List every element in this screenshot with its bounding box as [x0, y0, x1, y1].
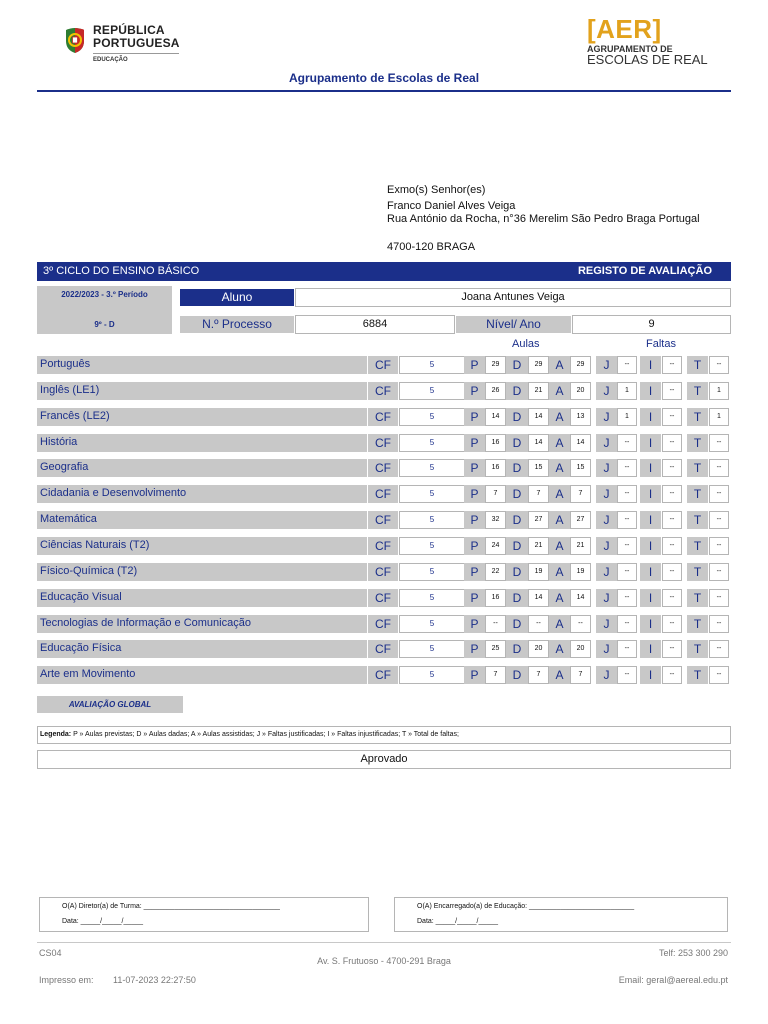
j-column-label: J [596, 434, 617, 452]
global-evaluation-label: AVALIAÇÃO GLOBAL [37, 696, 183, 713]
d-column-label: D [506, 408, 528, 426]
i-value: -- [662, 666, 682, 684]
address-salutation: Exmo(s) Senhor(es) [387, 184, 486, 196]
student-name-value: Joana Antunes Veiga [295, 288, 731, 307]
a-value: 15 [570, 459, 591, 477]
j-column-label: J [596, 537, 617, 555]
cf-column-label: CF [368, 589, 398, 607]
d-column-label: D [506, 485, 528, 503]
t-value: -- [709, 666, 729, 684]
t-column-label: T [687, 485, 708, 503]
p-value: -- [485, 615, 506, 633]
d-column-label: D [506, 537, 528, 555]
cf-value: 5 [399, 485, 465, 503]
p-value: 14 [485, 408, 506, 426]
level-label: Nível/ Ano [456, 316, 571, 333]
subject-row [37, 615, 731, 633]
a-value: 13 [570, 408, 591, 426]
p-value: 16 [485, 589, 506, 607]
subject-row [37, 640, 731, 658]
a-value: 21 [570, 537, 591, 555]
cf-value: 5 [399, 408, 465, 426]
subject-row [37, 434, 731, 452]
printed-label: Impresso em: [39, 975, 94, 985]
i-value: -- [662, 615, 682, 633]
address-street: Rua António da Rocha, n°36 Merelim São Pedro Braga Portugal [387, 213, 700, 225]
p-column-label: P [464, 382, 485, 400]
p-value: 24 [485, 537, 506, 555]
guardian-signature-box [394, 897, 728, 932]
p-value: 16 [485, 434, 506, 452]
d-column-label: D [506, 640, 528, 658]
a-value: 19 [570, 563, 591, 581]
t-column-label: T [687, 434, 708, 452]
printed-value: 11-07-2023 22:27:50 [113, 975, 196, 985]
i-value: -- [662, 434, 682, 452]
report-label: REGISTO DE AVALIAÇÃO [577, 265, 712, 277]
cf-value: 5 [399, 537, 465, 555]
j-column-label: J [596, 615, 617, 633]
subject-name: Francês (LE2) [37, 408, 367, 426]
d-column-label: D [506, 356, 528, 374]
subject-row [37, 459, 731, 477]
j-column-label: J [596, 408, 617, 426]
t-column-label: T [687, 640, 708, 658]
j-column-label: J [596, 511, 617, 529]
cf-column-label: CF [368, 356, 398, 374]
j-column-label: J [596, 485, 617, 503]
subject-row [37, 511, 731, 529]
footer-email: Email: geral@aereal.edu.pt [618, 975, 728, 985]
j-value: 1 [617, 408, 637, 426]
i-column-label: I [640, 615, 661, 633]
i-value: -- [662, 640, 682, 658]
result-value: Aprovado [37, 750, 731, 769]
cf-value: 5 [399, 382, 465, 400]
report-title-bar [37, 262, 731, 281]
i-column-label: I [640, 511, 661, 529]
director-signature-box [39, 897, 369, 932]
a-value: 7 [570, 666, 591, 684]
a-column-label: A [549, 485, 570, 503]
cf-value: 5 [399, 640, 465, 658]
cf-value: 5 [399, 511, 465, 529]
footer-code: CS04 [39, 948, 62, 958]
guardian-date: Data: _____/_____/_____ [417, 918, 498, 925]
a-column-label: A [549, 640, 570, 658]
a-value: 14 [570, 589, 591, 607]
j-value: 1 [617, 382, 637, 400]
subject-name: Físico-Química (T2) [37, 563, 367, 581]
i-column-label: I [640, 356, 661, 374]
i-column-label: I [640, 563, 661, 581]
footer-divider [37, 942, 731, 943]
guardian-signature: O(A) Encarregado(a) de Educação: ___________________________ [417, 903, 635, 910]
subject-name: Tecnologias de Informação e Comunicação [37, 615, 367, 633]
subject-name: Geografia [37, 459, 367, 477]
j-value: -- [617, 511, 637, 529]
cf-value: 5 [399, 589, 465, 607]
subject-row [37, 666, 731, 684]
i-value: -- [662, 563, 682, 581]
legend-text: P » Aulas previstas; D » Aulas dadas; A » Aulas assistidas; J » Faltas justificadas; I » Faltas injustificadas; T » Total de faltas; [71, 731, 459, 738]
a-value: 29 [570, 356, 591, 374]
j-column-label: J [596, 666, 617, 684]
cycle-label: 3º CICLO DO ENSINO BÁSICO [43, 265, 200, 277]
a-column-label: A [549, 434, 570, 452]
i-column-label: I [640, 459, 661, 477]
d-value: 14 [528, 408, 549, 426]
t-value: -- [709, 434, 729, 452]
a-value: -- [570, 615, 591, 633]
t-value: -- [709, 589, 729, 607]
j-column-label: J [596, 382, 617, 400]
d-column-label: D [506, 615, 528, 633]
subject-name: Português [37, 356, 367, 374]
level-value: 9 [572, 315, 731, 334]
j-column-label: J [596, 640, 617, 658]
j-value: -- [617, 356, 637, 374]
subject-row [37, 382, 731, 400]
t-value: -- [709, 356, 729, 374]
d-value: 21 [528, 537, 549, 555]
t-column-label: T [687, 382, 708, 400]
a-value: 20 [570, 640, 591, 658]
j-value: -- [617, 640, 637, 658]
p-column-label: P [464, 434, 485, 452]
i-column-label: I [640, 434, 661, 452]
subject-row [37, 356, 731, 374]
t-value: -- [709, 537, 729, 555]
director-signature: O(A) Diretor(a) de Turma: ___________________________________ [62, 903, 280, 910]
a-column-label: A [549, 459, 570, 477]
i-value: -- [662, 356, 682, 374]
j-value: -- [617, 537, 637, 555]
cf-column-label: CF [368, 382, 398, 400]
i-column-label: I [640, 382, 661, 400]
d-value: 20 [528, 640, 549, 658]
logo-divider [93, 53, 179, 54]
p-column-label: P [464, 408, 485, 426]
d-value: 21 [528, 382, 549, 400]
i-value: -- [662, 382, 682, 400]
republica-line1: REPÚBLICA [93, 23, 165, 37]
process-number-value: 6884 [295, 315, 455, 334]
j-column-label: J [596, 563, 617, 581]
d-column-label: D [506, 434, 528, 452]
j-value: -- [617, 666, 637, 684]
subject-name: Educação Física [37, 640, 367, 658]
p-column-label: P [464, 563, 485, 581]
d-value: -- [528, 615, 549, 633]
i-column-label: I [640, 537, 661, 555]
t-value: -- [709, 485, 729, 503]
t-column-label: T [687, 615, 708, 633]
i-value: -- [662, 537, 682, 555]
p-column-label: P [464, 640, 485, 658]
p-column-label: P [464, 459, 485, 477]
j-column-label: J [596, 356, 617, 374]
i-value: -- [662, 408, 682, 426]
a-column-label: A [549, 356, 570, 374]
j-column-label: J [596, 589, 617, 607]
aer-logo [587, 16, 717, 68]
i-value: -- [662, 589, 682, 607]
p-value: 22 [485, 563, 506, 581]
d-value: 29 [528, 356, 549, 374]
subject-name: Ciências Naturais (T2) [37, 537, 367, 555]
subject-name: Matemática [37, 511, 367, 529]
aer-logo-mark: [AER] [587, 14, 662, 44]
subject-name: Cidadania e Desenvolvimento [37, 485, 367, 503]
header-divider [37, 90, 731, 92]
a-column-label: A [549, 563, 570, 581]
d-column-label: D [506, 666, 528, 684]
subject-name: História [37, 434, 367, 452]
t-value: 1 [709, 408, 729, 426]
address-postal: 4700-120 BRAGA [387, 241, 476, 253]
i-column-label: I [640, 408, 661, 426]
t-value: -- [709, 511, 729, 529]
p-value: 29 [485, 356, 506, 374]
p-column-label: P [464, 485, 485, 503]
a-column-label: A [549, 589, 570, 607]
t-column-label: T [687, 589, 708, 607]
cf-value: 5 [399, 356, 465, 374]
legend [37, 726, 731, 744]
footer-phone: Telf: 253 300 290 [658, 948, 728, 958]
a-value: 7 [570, 485, 591, 503]
portugal-emblem-icon [62, 26, 88, 54]
faltas-header: Faltas [646, 338, 676, 350]
student-name-label: Aluno [180, 289, 294, 306]
address-name: Franco Daniel Alves Veiga [387, 200, 516, 212]
d-value: 14 [528, 589, 549, 607]
school-title: Agrupamento de Escolas de Real [288, 71, 480, 85]
p-value: 7 [485, 485, 506, 503]
cf-value: 5 [399, 434, 465, 452]
p-value: 26 [485, 382, 506, 400]
j-value: -- [617, 589, 637, 607]
i-column-label: I [640, 666, 661, 684]
cf-column-label: CF [368, 615, 398, 633]
d-value: 7 [528, 485, 549, 503]
subject-name: Educação Visual [37, 589, 367, 607]
t-column-label: T [687, 563, 708, 581]
t-column-label: T [687, 511, 708, 529]
d-value: 14 [528, 434, 549, 452]
i-column-label: I [640, 485, 661, 503]
subject-row [37, 537, 731, 555]
p-value: 16 [485, 459, 506, 477]
subject-row [37, 589, 731, 607]
class-label: 9º - D [94, 320, 115, 329]
d-column-label: D [506, 382, 528, 400]
p-value: 32 [485, 511, 506, 529]
p-value: 7 [485, 666, 506, 684]
p-column-label: P [464, 356, 485, 374]
d-value: 19 [528, 563, 549, 581]
period-label: 2022/2023 - 3.º Período [61, 290, 148, 299]
a-column-label: A [549, 408, 570, 426]
republica-sub: EDUCAÇÃO [93, 57, 128, 63]
p-column-label: P [464, 589, 485, 607]
a-column-label: A [549, 382, 570, 400]
a-value: 14 [570, 434, 591, 452]
republica-portuguesa-logo [62, 24, 187, 68]
i-value: -- [662, 511, 682, 529]
a-column-label: A [549, 537, 570, 555]
j-value: -- [617, 459, 637, 477]
t-column-label: T [687, 537, 708, 555]
i-value: -- [662, 485, 682, 503]
aulas-header: Aulas [512, 338, 540, 350]
t-column-label: T [687, 666, 708, 684]
a-column-label: A [549, 511, 570, 529]
d-value: 15 [528, 459, 549, 477]
subject-row [37, 485, 731, 503]
d-column-label: D [506, 511, 528, 529]
cf-column-label: CF [368, 563, 398, 581]
legend-title: Legenda: [40, 731, 72, 738]
a-value: 20 [570, 382, 591, 400]
i-value: -- [662, 459, 682, 477]
j-value: -- [617, 485, 637, 503]
j-value: -- [617, 563, 637, 581]
d-column-label: D [506, 563, 528, 581]
a-value: 27 [570, 511, 591, 529]
cf-column-label: CF [368, 485, 398, 503]
cf-value: 5 [399, 666, 465, 684]
director-date: Data: _____/_____/_____ [62, 918, 143, 925]
cf-column-label: CF [368, 459, 398, 477]
p-value: 25 [485, 640, 506, 658]
t-column-label: T [687, 408, 708, 426]
t-column-label: T [687, 356, 708, 374]
j-column-label: J [596, 459, 617, 477]
d-value: 7 [528, 666, 549, 684]
p-column-label: P [464, 537, 485, 555]
cf-column-label: CF [368, 666, 398, 684]
p-column-label: P [464, 615, 485, 633]
t-value: -- [709, 459, 729, 477]
p-column-label: P [464, 666, 485, 684]
j-value: -- [617, 434, 637, 452]
t-column-label: T [687, 459, 708, 477]
cf-column-label: CF [368, 434, 398, 452]
cf-column-label: CF [368, 640, 398, 658]
t-value: -- [709, 640, 729, 658]
j-value: -- [617, 615, 637, 633]
subject-name: Inglês (LE1) [37, 382, 367, 400]
d-column-label: D [506, 589, 528, 607]
subject-row [37, 563, 731, 581]
cf-value: 5 [399, 459, 465, 477]
t-value: -- [709, 615, 729, 633]
subject-name: Arte em Movimento [37, 666, 367, 684]
aer-logo-sub1: AGRUPAMENTO DE [587, 44, 673, 54]
period-box [37, 286, 172, 334]
aer-logo-sub2: ESCOLAS DE REAL [587, 52, 708, 67]
d-value: 27 [528, 511, 549, 529]
footer-address: Av. S. Frutuoso - 4700-291 Braga [317, 956, 451, 966]
process-number-label: N.º Processo [180, 316, 294, 333]
a-column-label: A [549, 615, 570, 633]
i-column-label: I [640, 640, 661, 658]
subject-row [37, 408, 731, 426]
d-column-label: D [506, 459, 528, 477]
cf-column-label: CF [368, 511, 398, 529]
cf-value: 5 [399, 615, 465, 633]
cf-column-label: CF [368, 408, 398, 426]
i-column-label: I [640, 589, 661, 607]
p-column-label: P [464, 511, 485, 529]
cf-column-label: CF [368, 537, 398, 555]
a-column-label: A [549, 666, 570, 684]
cf-value: 5 [399, 563, 465, 581]
t-value: 1 [709, 382, 729, 400]
republica-line2: PORTUGUESA [93, 36, 180, 50]
t-value: -- [709, 563, 729, 581]
